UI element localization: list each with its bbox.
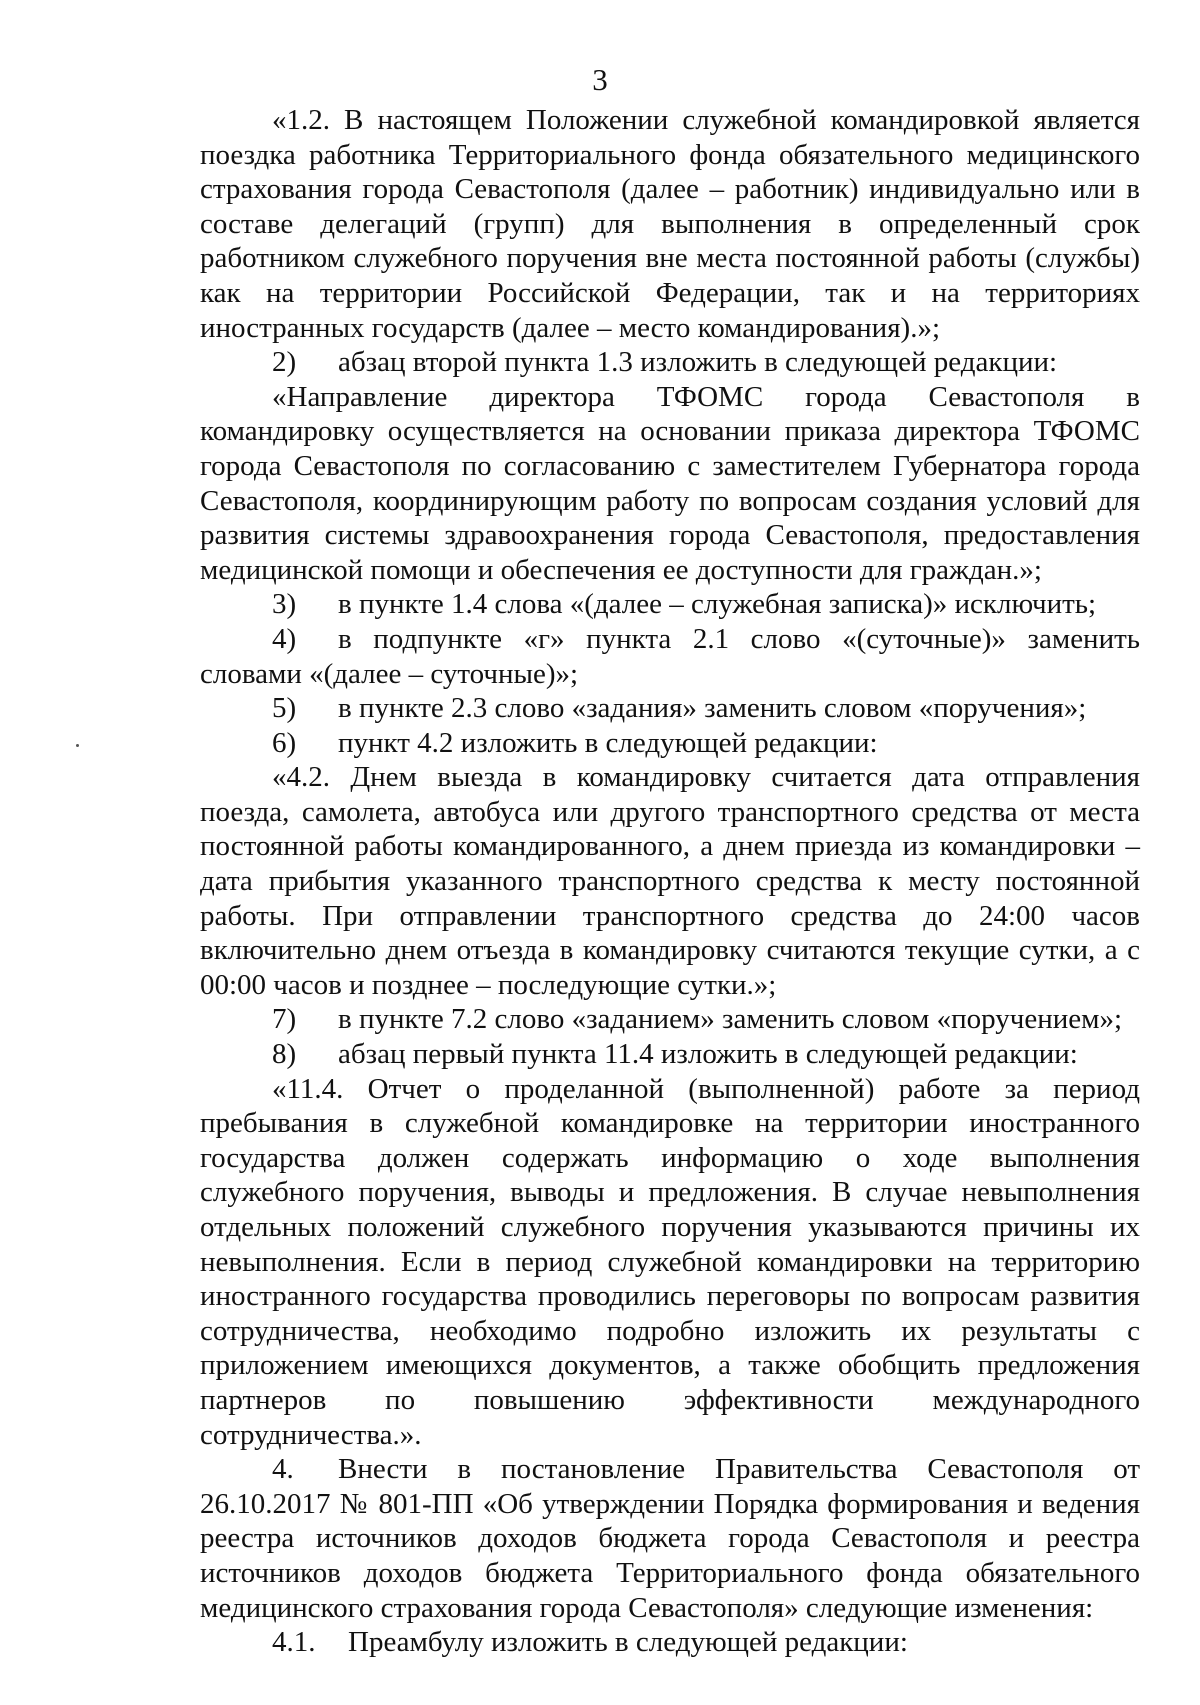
item-number: 3) <box>272 588 297 621</box>
item-text: в пункте 1.4 слова «(далее – служебная записка)» исключить; <box>338 588 1097 621</box>
paragraph-1-2-quote <box>200 103 1140 345</box>
paragraph-4-2-quote <box>200 760 1140 1002</box>
item-number: 4) <box>272 622 297 655</box>
item-text: Внести в постановление Правительства Севастополя от 26.10.2017 № 801-ПП «Об утверждении Порядка формирования и ведения реестра источников доходов бюджета города Севастополя и реестра источников доходов бюджета Территориального фонда обязательного медицинского страхования города Севастополя» следующие изменения: <box>200 1453 1140 1624</box>
item-number: 4. <box>272 1453 294 1486</box>
section-4 <box>200 1452 1140 1625</box>
item-number: 7) <box>272 1003 297 1036</box>
paragraph-text: «Направление директора ТФОМС города Севастополя в командировку осуществляется на основании приказа директора ТФОМС города Севастополя по согласованию с заместителем Губернатора города Севастополя, координирующим работу по вопросам создания условий для развития системы здравоохранения города Севастополя, предоставления медицинской помощи и обеспечения ее доступности для граждан.»; <box>200 380 1140 586</box>
paragraph-direction-quote <box>200 380 1140 588</box>
item-text: в пункте 2.3 слово «задания» заменить словом «поручения»; <box>338 692 1087 725</box>
item-number: 5) <box>272 692 297 725</box>
item-number: 6) <box>272 726 297 759</box>
list-item-8 <box>200 1037 1140 1072</box>
list-item-7 <box>200 1002 1140 1037</box>
list-item-6 <box>200 726 1140 761</box>
item-number: 8) <box>272 1038 297 1071</box>
item-text: абзац второй пункта 1.3 изложить в следующей редакции: <box>338 346 1058 379</box>
paragraph-text: «4.2. Днем выезда в командировку считается дата отправления поезда, самолета, автобуса или другого транспортного средства от места постоянной работы командированного, а днем приезда из командировки – дата прибытия указанного транспортного средства к месту постоянной работы. При отправлении транспортного средства до 24:00 часов включительно днем отъезда в командировку считаются текущие сутки, а с 00:00 часов и позднее – последующие сутки.»; <box>200 761 1140 1001</box>
page-number: 3 <box>592 62 608 97</box>
list-item-5 <box>200 691 1140 726</box>
paragraph-text: «11.4. Отчет о проделанной (выполненной) работе за период пребывания в служебной командировке на территории иностранного государства должен содержать информацию о ходе выполнения служебного поручения, выводы и предложения. В случае невыполнения отдельных положений служебного поручения указываются причины их невыполнения. Если в период служебной командировки на территорию иностранного государства проводились переговоры по вопросам развития сотрудничества, необходимо подробно изложить их результаты с приложением имеющихся документов, а также обобщить предложения партнеров по повышению эффективности международного сотрудничества.». <box>200 1072 1140 1451</box>
item-number: 2) <box>272 346 297 379</box>
section-4-1 <box>200 1625 1140 1660</box>
list-item-3 <box>200 587 1140 622</box>
item-text: абзац первый пункта 11.4 изложить в следующей редакции: <box>338 1038 1078 1071</box>
list-item-2 <box>200 345 1140 380</box>
paragraph-text: «1.2. В настоящем Положении служебной командировкой является поездка работника Территориального фонда обязательного медицинского страхования города Севастополя (далее – работник) индивидуально или в составе делегаций (групп) для выполнения в определенный срок работником служебного поручения вне места постоянной работы (службы) как на территории Российской Федерации, так и на территориях иностранных государств (далее – место командирования).»; <box>200 104 1140 344</box>
scan-speck <box>76 744 79 747</box>
document-body <box>200 103 1140 1660</box>
item-text: пункт 4.2 изложить в следующей редакции: <box>338 726 878 759</box>
item-number: 4.1. <box>272 1626 316 1659</box>
paragraph-11-4-quote <box>200 1072 1140 1453</box>
item-text: в подпункте «г» пункта 2.1 слово «(суточные)» заменить словами «(далее – суточные)»; <box>200 622 1140 690</box>
item-text: в пункте 7.2 слово «заданием» заменить словом «поручением»; <box>338 1003 1123 1036</box>
item-text: Преамбулу изложить в следующей редакции: <box>348 1626 908 1659</box>
list-item-4 <box>200 622 1140 691</box>
